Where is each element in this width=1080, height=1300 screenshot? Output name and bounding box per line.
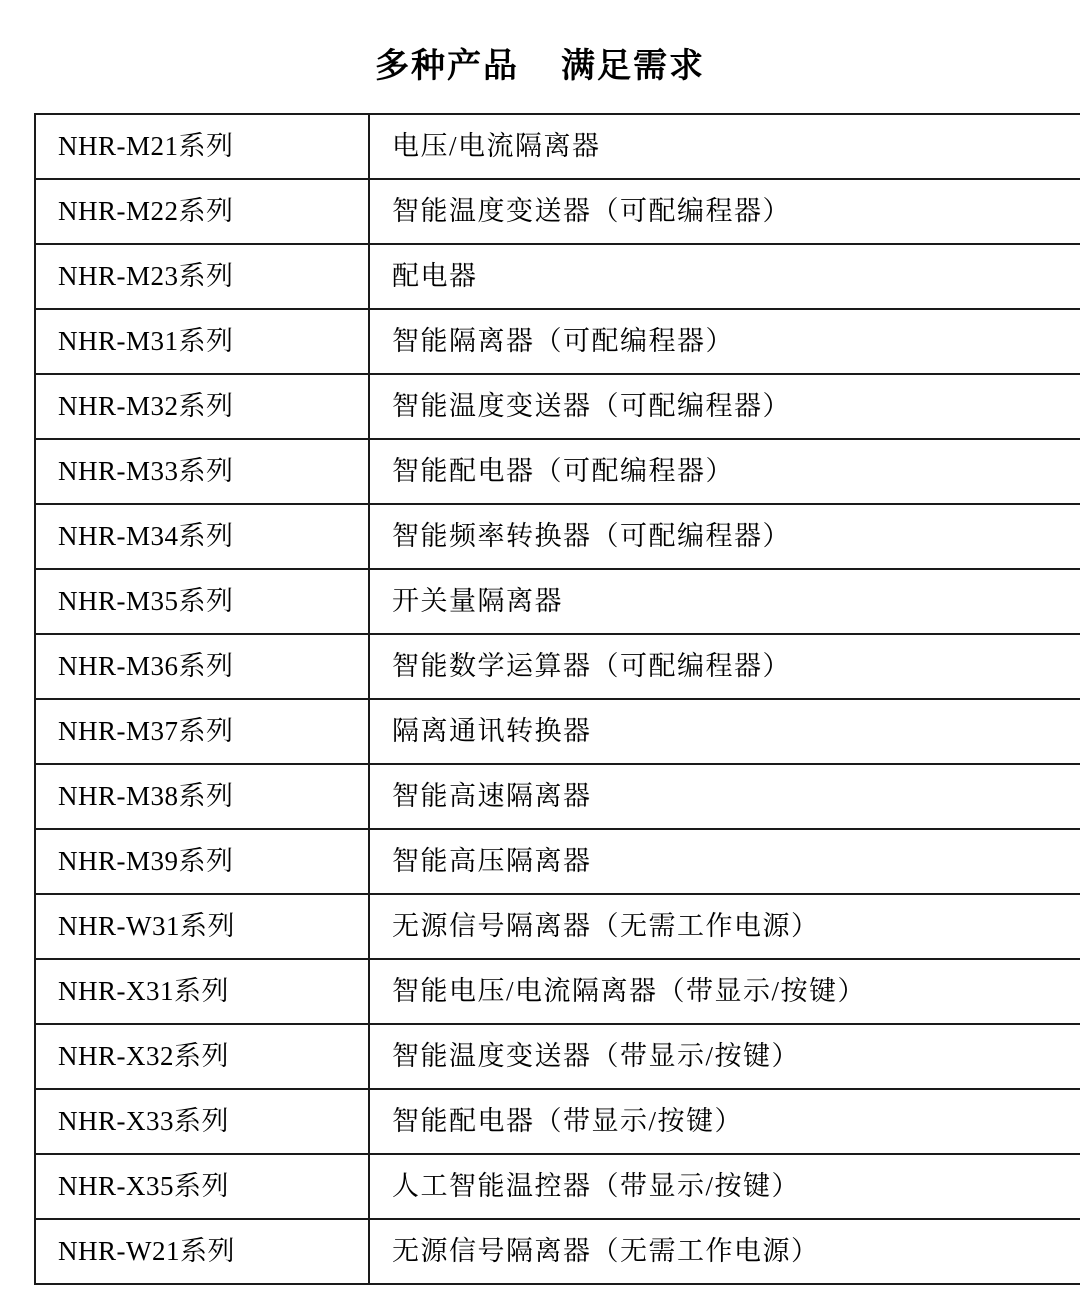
product-model-cell: NHR-W21系列 bbox=[35, 1219, 369, 1284]
product-model-cell: NHR-M37系列 bbox=[35, 699, 369, 764]
product-model-cell: NHR-X32系列 bbox=[35, 1024, 369, 1089]
table-row bbox=[35, 309, 1080, 374]
table-row bbox=[35, 374, 1080, 439]
table-row bbox=[35, 1089, 1080, 1154]
product-model-cell: NHR-M22系列 bbox=[35, 179, 369, 244]
product-model-cell: NHR-M39系列 bbox=[35, 829, 369, 894]
product-description-cell: 智能电压/电流隔离器（带显示/按键） bbox=[369, 959, 1080, 1024]
product-table-body bbox=[35, 114, 1080, 1284]
table-row bbox=[35, 179, 1080, 244]
table-row bbox=[35, 1154, 1080, 1219]
product-model-cell: NHR-M32系列 bbox=[35, 374, 369, 439]
product-description-cell: 智能高速隔离器 bbox=[369, 764, 1080, 829]
product-description-cell: 智能配电器（带显示/按键） bbox=[369, 1089, 1080, 1154]
table-row bbox=[35, 1024, 1080, 1089]
table-row bbox=[35, 959, 1080, 1024]
table-row bbox=[35, 569, 1080, 634]
table-row bbox=[35, 764, 1080, 829]
product-description-cell: 智能高压隔离器 bbox=[369, 829, 1080, 894]
table-row bbox=[35, 244, 1080, 309]
product-model-cell: NHR-M34系列 bbox=[35, 504, 369, 569]
table-row bbox=[35, 504, 1080, 569]
product-model-cell: NHR-M35系列 bbox=[35, 569, 369, 634]
page-title: 多种产品 满足需求 bbox=[375, 48, 705, 85]
product-model-cell: NHR-X33系列 bbox=[35, 1089, 369, 1154]
product-model-cell: NHR-M23系列 bbox=[35, 244, 369, 309]
product-model-cell: NHR-M21系列 bbox=[35, 114, 369, 179]
table-row bbox=[35, 114, 1080, 179]
product-description-cell: 无源信号隔离器（无需工作电源） bbox=[369, 894, 1080, 959]
table-row bbox=[35, 894, 1080, 959]
table-row bbox=[35, 699, 1080, 764]
product-description-cell: 无源信号隔离器（无需工作电源） bbox=[369, 1219, 1080, 1284]
product-description-cell: 智能温度变送器（可配编程器） bbox=[369, 374, 1080, 439]
table-row bbox=[35, 634, 1080, 699]
product-description-cell: 智能配电器（可配编程器） bbox=[369, 439, 1080, 504]
product-description-cell: 人工智能温控器（带显示/按键） bbox=[369, 1154, 1080, 1219]
product-description-cell: 智能温度变送器（可配编程器） bbox=[369, 179, 1080, 244]
product-model-cell: NHR-X35系列 bbox=[35, 1154, 369, 1219]
product-model-cell: NHR-X31系列 bbox=[35, 959, 369, 1024]
product-description-cell: 智能数学运算器（可配编程器） bbox=[369, 634, 1080, 699]
table-row bbox=[35, 829, 1080, 894]
table-row bbox=[35, 439, 1080, 504]
product-description-cell: 智能隔离器（可配编程器） bbox=[369, 309, 1080, 374]
product-description-cell: 智能温度变送器（带显示/按键） bbox=[369, 1024, 1080, 1089]
product-description-cell: 配电器 bbox=[369, 244, 1080, 309]
product-description-cell: 开关量隔离器 bbox=[369, 569, 1080, 634]
product-model-cell: NHR-M31系列 bbox=[35, 309, 369, 374]
product-table-container bbox=[34, 113, 1046, 1285]
product-description-cell: 智能频率转换器（可配编程器） bbox=[369, 504, 1080, 569]
product-description-cell: 隔离通讯转换器 bbox=[369, 699, 1080, 764]
product-table bbox=[34, 113, 1080, 1285]
product-model-cell: NHR-W31系列 bbox=[35, 894, 369, 959]
product-model-cell: NHR-M33系列 bbox=[35, 439, 369, 504]
product-model-cell: NHR-M38系列 bbox=[35, 764, 369, 829]
product-description-cell: 电压/电流隔离器 bbox=[369, 114, 1080, 179]
table-row bbox=[35, 1219, 1080, 1284]
product-model-cell: NHR-M36系列 bbox=[35, 634, 369, 699]
